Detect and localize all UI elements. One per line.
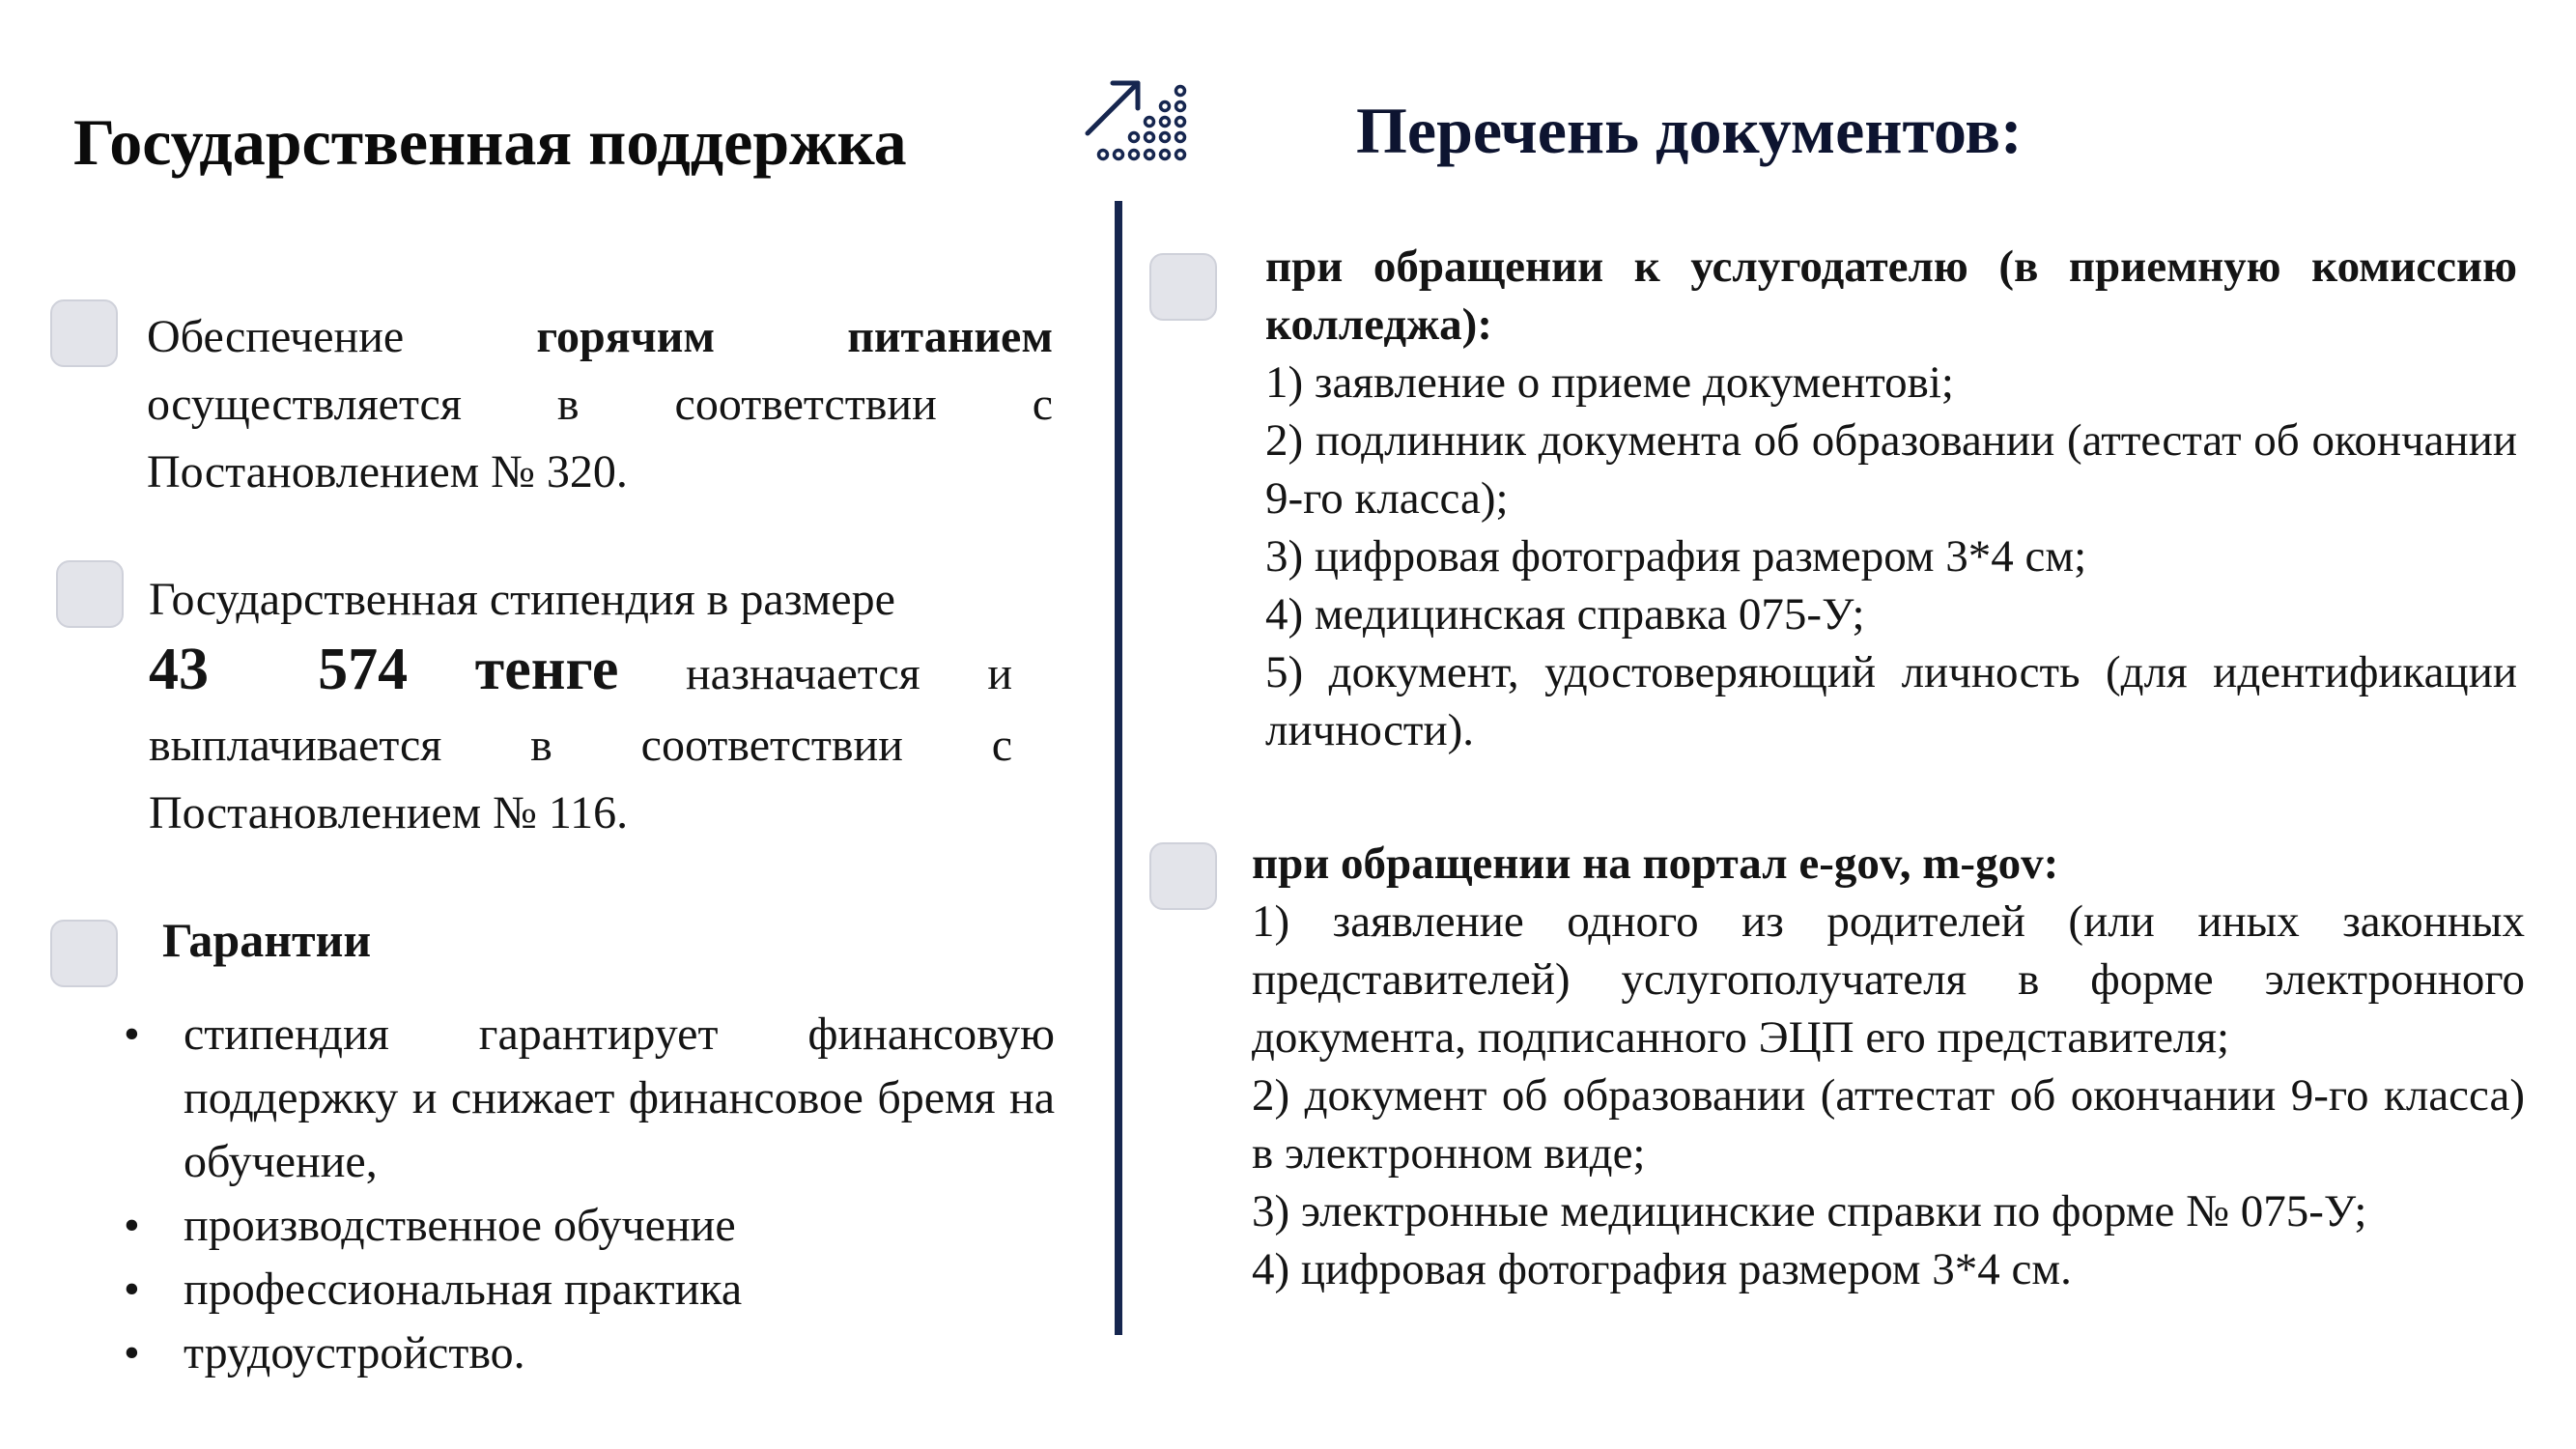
egov-block (1252, 835, 2525, 1298)
meal-line-3: Постановлением № 320. (147, 446, 628, 497)
meal-intro-text: Обеспечение (147, 311, 405, 362)
egov-items (1252, 893, 2525, 1298)
document-item: 5) документ, удостоверяющий личность (для идентификации личности). (1265, 647, 2517, 755)
document-item: 1) заявление о приеме документові; (1265, 357, 1954, 408)
stipend-line-3 (149, 712, 1012, 780)
bullet-icon: • (124, 1327, 140, 1378)
guarantee-text: стипендия гарантирует финансовую поддержку и снижает финансовое бремя на обучение, (184, 1009, 1055, 1187)
document-item: 2) документ об образовании (аттестат об окончании 9-го класса) в электронном виде; (1252, 1070, 2525, 1179)
guarantee-item (114, 1258, 1055, 1321)
bullet-icon: • (124, 1009, 140, 1060)
guarantee-item (114, 1321, 1055, 1385)
document-item: 2) подлинник документа об образовании (аттестат об окончании 9-го класса); (1265, 415, 2517, 524)
meal-marker (50, 299, 118, 367)
document-item: 3) цифровая фотография размером 3*4 см; (1265, 531, 2087, 582)
college-marker (1149, 253, 1217, 321)
growth-arrow-dots-icon (1082, 75, 1192, 172)
guarantee-item (114, 1194, 1055, 1258)
meal-word: соответствии (674, 379, 937, 430)
document-item: 4) цифровая фотография размером 3*4 см. (1252, 1244, 2072, 1294)
document-item: 3) электронные медицинские справки по форме № 075-У; (1252, 1186, 2367, 1236)
meal-word: осуществляется (147, 379, 462, 430)
stipend-word: и (987, 648, 1013, 699)
guarantees-heading: Гарантии (162, 913, 372, 967)
guarantee-text: производственное обучение (184, 1200, 736, 1251)
guarantee-item (114, 1003, 1055, 1194)
bullet-icon: • (124, 1200, 140, 1251)
egov-marker (1149, 842, 1217, 910)
right-title: Перечень документов: (1356, 94, 2023, 167)
stipend-amount: 43 574 (149, 637, 409, 702)
bullet-icon: • (124, 1264, 140, 1315)
meal-word: в (556, 379, 580, 430)
guarantees-marker (50, 920, 118, 987)
college-heading: при обращении к услугодателю (в приемную комиссию колледжа): (1265, 242, 2517, 350)
left-title: Государственная поддержка (73, 105, 907, 179)
stipend-word: соответствии (640, 720, 903, 771)
stipend-word: с (991, 720, 1012, 771)
egov-heading: при обращении на портал e-gov, m-gov: (1252, 838, 2059, 889)
meal-bold-word-2: питанием (847, 311, 1054, 362)
meal-line-2 (147, 371, 1053, 439)
college-items (1265, 354, 2517, 759)
college-block (1265, 238, 2517, 759)
meal-paragraph (147, 303, 1053, 506)
stipend-word: выплачивается (149, 720, 442, 771)
stipend-marker (56, 560, 124, 628)
column-divider (1115, 201, 1122, 1335)
stipend-line-4: Постановлением № 116. (149, 787, 629, 838)
stipend-word: в (530, 720, 552, 771)
stipend-currency: тенге (474, 637, 619, 702)
document-item: 4) медицинская справка 075-У; (1265, 589, 1865, 639)
guarantee-text: профессиональная практика (184, 1264, 743, 1315)
stipend-word: назначается (685, 648, 920, 699)
meal-bold-word-1: горячим (536, 311, 716, 362)
stipend-line-2 (149, 632, 1012, 712)
guarantees-list (114, 1003, 1055, 1385)
guarantee-text: трудоустройство. (184, 1327, 525, 1378)
document-item: 1) заявление одного из родителей (или иных законных представителей) услугополучателя в форме электронного документа, подписанного ЭЦП его представителя; (1252, 896, 2525, 1063)
stipend-line-1: Государственная стипендия в размере (149, 574, 895, 625)
meal-line-1 (147, 303, 1053, 371)
meal-word: с (1032, 379, 1054, 430)
stipend-paragraph (149, 566, 1012, 847)
